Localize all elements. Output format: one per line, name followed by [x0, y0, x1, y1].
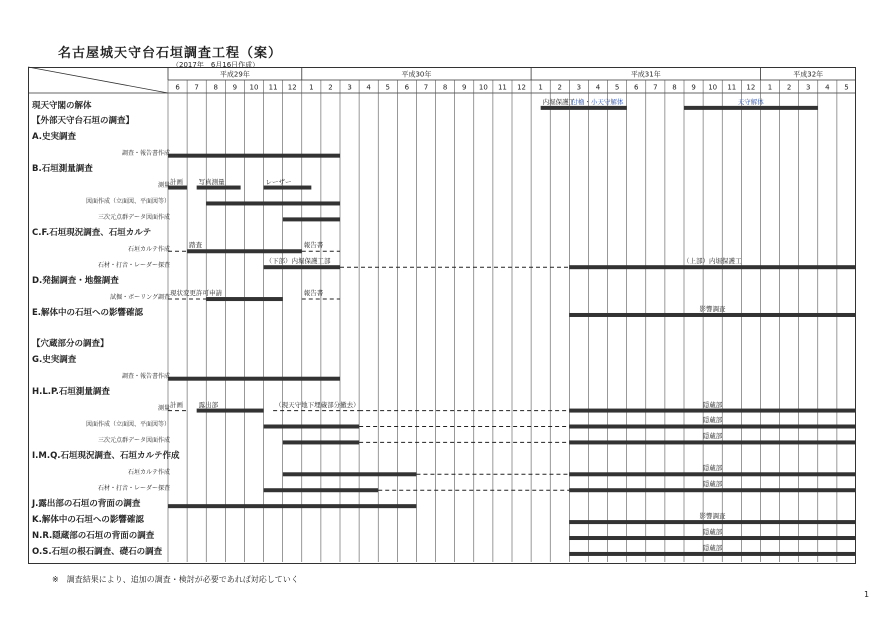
schedule-bar [168, 377, 340, 381]
month-label: 11 [268, 83, 278, 92]
created-date: （2017年 6月16日作成） [172, 61, 260, 69]
month-label: 6 [175, 83, 180, 92]
schedule-bar [168, 186, 187, 190]
month-label: 8 [213, 83, 219, 92]
month-label: 1 [767, 83, 773, 92]
month-label: 6 [404, 83, 410, 92]
bar-label: 隠蔵部 [702, 480, 723, 489]
row-label: G.史実調査 [32, 355, 77, 366]
month-label: 12 [517, 83, 527, 92]
month-label: 7 [194, 83, 199, 92]
month-label: 4 [825, 83, 830, 92]
month-label: 1 [538, 83, 543, 92]
schedule-bar [684, 106, 818, 110]
row-label: 三次元点群データ図面作成 [97, 214, 170, 222]
bar-label: 隠蔵部 [702, 432, 723, 441]
month-label: 5 [385, 83, 391, 92]
schedule-bar [569, 552, 856, 556]
bar-label: 報告書 [303, 241, 324, 250]
bar-label: （上部）内堀保護工 [682, 257, 742, 266]
row-label: N.R.隠蔵部の石垣の背面の調査 [32, 530, 155, 541]
month-label: 10 [249, 83, 259, 92]
schedule-bar [569, 520, 856, 524]
month-label: 2 [786, 83, 792, 92]
month-label: 9 [461, 83, 467, 92]
schedule-bar [569, 440, 856, 444]
row-label: E.解体中の石垣への影響確認 [32, 307, 144, 318]
row-label: 三次元点群データ図面作成 [97, 437, 170, 445]
month-label: 10 [478, 83, 488, 92]
row-label: H.L.P.石垣測量調査 [32, 387, 110, 398]
month-label: 11 [727, 83, 737, 92]
bar-label: 天守解体 [737, 97, 764, 106]
bar-label: 計画 [170, 177, 183, 186]
month-label: 8 [672, 83, 677, 92]
schedule-bar [569, 536, 856, 540]
bar-label: 影響調査 [699, 304, 726, 313]
month-label: 8 [442, 83, 448, 92]
bar-label: 隠蔵部 [702, 528, 723, 536]
schedule-bar [197, 409, 264, 413]
month-label: 3 [805, 83, 811, 92]
schedule-bar [197, 186, 241, 190]
schedule-bar [283, 472, 417, 476]
document-title: 名古屋城天守台石垣調査工程（案） [58, 46, 283, 61]
month-label: 9 [691, 83, 696, 92]
schedule-bar [283, 440, 359, 444]
bar-label: 現状変更許可申請 [170, 289, 222, 298]
row-label: 測量 [157, 182, 170, 190]
month-label: 5 [844, 83, 849, 92]
month-label: 3 [576, 83, 582, 92]
row-label: C.F.石垣現況調査、石垣カルテ [32, 227, 152, 238]
bar-label: 計画 [170, 400, 183, 409]
bar-label: （現天守地下埋蔵部分撤去） [275, 400, 360, 409]
schedule-bar [541, 106, 570, 110]
row-label: 【外部天守台石垣の調査】 [32, 116, 135, 127]
year-label: 平成32年 [793, 70, 824, 79]
row-label: 現天守閣の解体 [32, 100, 92, 111]
row-label: 試掘・ボーリング調査 [110, 293, 170, 301]
row-label: D.発掘調査・地盤調査 [32, 275, 119, 286]
bar-label: 踏査 [189, 241, 203, 250]
schedule-bar [569, 488, 856, 492]
schedule-bar [187, 249, 302, 253]
bar-label: 隠蔵部 [702, 400, 723, 409]
row-label: 測量 [157, 405, 170, 413]
month-label: 3 [347, 83, 352, 92]
row-label: 図面作成（立面図、平面図等） [85, 198, 170, 206]
month-label: 6 [633, 83, 639, 92]
year-label: 平成31年 [630, 70, 661, 79]
row-label: 石材・打音・レーダー探査 [97, 484, 170, 492]
bar-label: 付櫓・小天守解体 [571, 97, 624, 106]
row-label: I.M.Q.石垣現況調査、石垣カルテ作成 [32, 450, 180, 461]
schedule-bar [264, 424, 360, 428]
row-label: J.露出部の石垣の背面の調査 [32, 498, 141, 509]
schedule-bar [569, 409, 856, 413]
bar-label: （下部）内堀保護工部 [265, 257, 331, 266]
bar-label: レーザー [265, 177, 292, 186]
footnote: ※ 調査結果により、追加の調査・検討が必要であれば対応していく [52, 575, 299, 584]
bar-label: 露出部 [198, 400, 219, 409]
month-label: 9 [232, 83, 238, 92]
month-label: 4 [595, 83, 601, 92]
row-label: 調査・報告書作成 [121, 373, 170, 381]
year-label: 平成29年 [219, 70, 250, 79]
month-label: 10 [708, 83, 718, 92]
schedule-bar [569, 472, 856, 476]
row-label: 図面作成（立面図、平面図等） [85, 421, 170, 429]
schedule-bar [569, 265, 856, 269]
row-label: O.S.石垣の根石調査、礎石の調査 [32, 546, 163, 557]
bar-label: 報告書 [303, 289, 324, 298]
schedule-bar [264, 488, 379, 492]
month-label: 7 [423, 83, 429, 92]
month-label: 12 [746, 83, 756, 92]
month-label: 1 [309, 83, 314, 92]
month-label: 4 [366, 83, 371, 92]
month-label: 2 [328, 83, 333, 92]
bar-label: 隠蔵部 [702, 464, 723, 473]
schedule-bar [206, 201, 340, 205]
schedule-bar [168, 504, 416, 508]
bar-label: 写真測量 [198, 177, 225, 186]
bar-label: 内堀保護工 [542, 97, 576, 106]
row-label: 石垣カルテ作成 [127, 245, 170, 253]
schedule-bar [168, 154, 340, 158]
row-label: 調査・報告書作成 [121, 150, 170, 158]
schedule-bar [569, 106, 626, 110]
schedule-bar [264, 186, 312, 190]
schedule-bar [569, 313, 856, 317]
page-number: 1 [864, 590, 870, 599]
month-label: 11 [497, 83, 507, 92]
schedule-bar [283, 217, 340, 221]
year-label: 平成30年 [401, 70, 432, 79]
row-label: K.解体中の石垣への影響確認 [32, 514, 144, 525]
schedule-bar [569, 424, 856, 428]
bar-label: 隠蔵部 [702, 543, 723, 552]
month-label: 5 [614, 83, 620, 92]
row-label: 石垣カルテ作成 [127, 468, 170, 476]
month-label: 2 [557, 83, 563, 92]
bar-label: 隠蔵部 [702, 416, 723, 425]
header-diagonal [28, 67, 168, 93]
row-label: 【穴蔵部分の調査】 [32, 339, 109, 350]
row-label: 石材・打音・レーダー探査 [97, 261, 170, 269]
schedule-bar [206, 297, 282, 301]
schedule-bar [264, 265, 340, 269]
row-label: A.史実調査 [32, 132, 76, 143]
month-label: 12 [287, 83, 297, 92]
bar-label: 影響調査 [699, 512, 726, 521]
month-label: 7 [653, 83, 658, 92]
row-label: B.石垣測量調査 [32, 164, 93, 175]
